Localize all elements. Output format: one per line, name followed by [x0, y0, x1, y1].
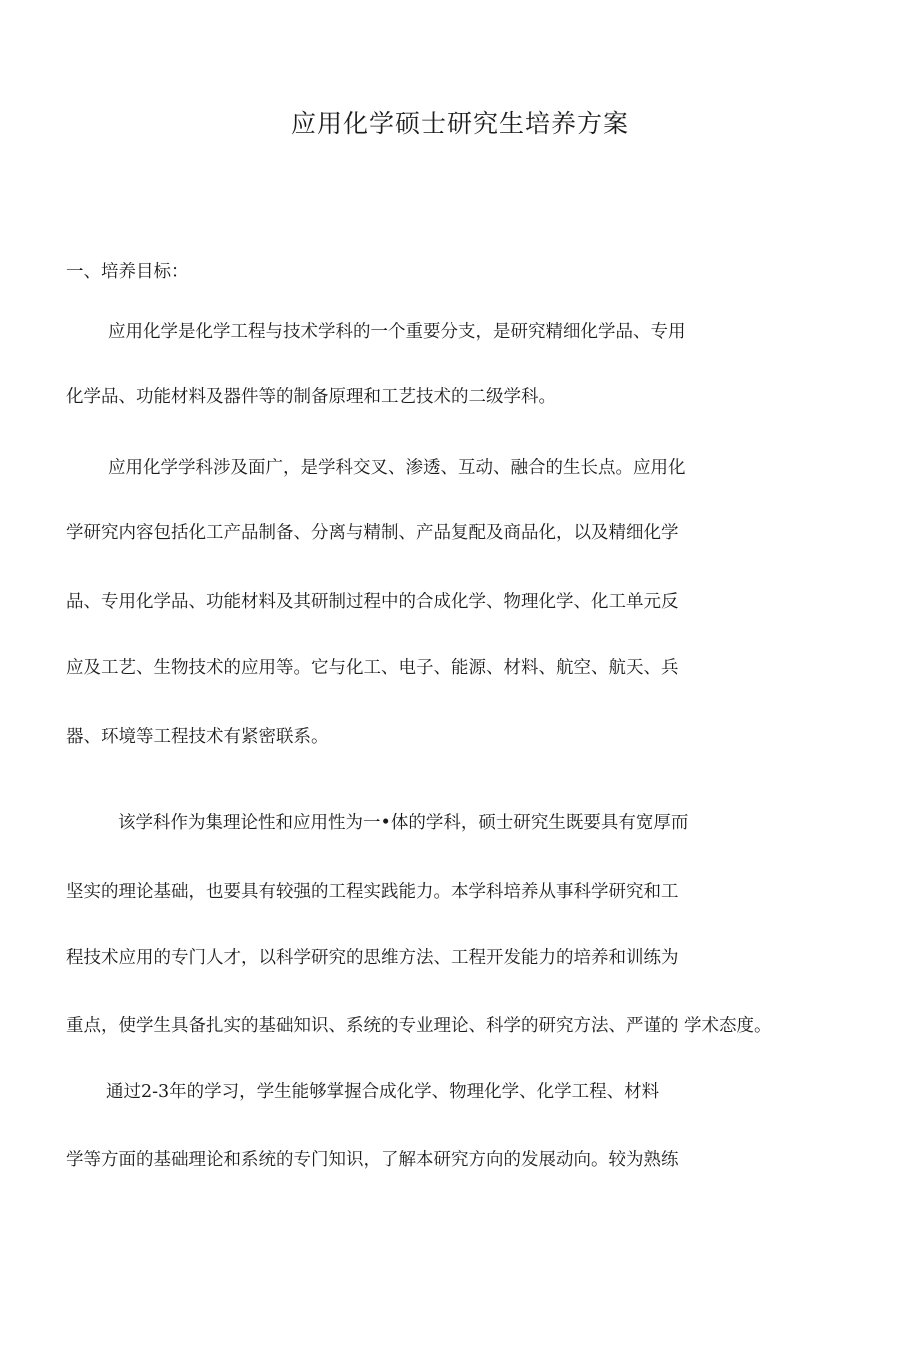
paragraph-line: 应用化学学科涉及面广，是学科交叉、渗透、互动、融合的生长点。应用化 — [108, 458, 686, 478]
paragraph-line: 器、环境等工程技术有紧密联系。 — [66, 727, 329, 747]
paragraph-line: 品、专用化学品、功能材料及其研制过程中的合成化学、物理化学、化工单元反 — [66, 592, 679, 612]
paragraph-line: 学等方面的基础理论和系统的专门知识，了解本研究方向的发展动向。较为熟练 — [66, 1150, 679, 1170]
paragraph-line: 通过2-3年的学习，学生能够掌握合成化学、物理化学、化学工程、材料 — [106, 1082, 660, 1102]
paragraph-line: 化学品、功能材料及器件等的制备原理和工艺技术的二级学科。 — [66, 387, 556, 407]
paragraph-line: 应用化学是化学工程与技术学科的一个重要分支，是研究精细化学品、专用 — [108, 322, 686, 342]
paragraph-line: 坚实的理论基础，也要具有较强的工程实践能力。本学科培养从事科学研究和工 — [66, 882, 679, 902]
paragraph-line: 程技术应用的专门人才，以科学研究的思维方法、工程开发能力的培养和训练为 — [66, 948, 679, 968]
paragraph-line: 重点，使学生具备扎实的基础知识、系统的专业理论、科学的研究方法、严谨的 学术态度。 — [66, 1016, 772, 1036]
paragraph-line: 应及工艺、生物技术的应用等。它与化工、电子、能源、材料、航空、航天、兵 — [66, 658, 679, 678]
paragraph-line: 该学科作为集理论性和应用性为一•体的学科，硕士研究生既要具有宽厚而 — [118, 813, 689, 833]
section-heading: 一、培养目标： — [66, 262, 189, 282]
paragraph-line: 学研究内容包括化工产品制备、分离与精制、产品复配及商品化，以及精细化学 — [66, 523, 679, 543]
document-title: 应用化学硕士研究生培养方案 — [290, 109, 629, 138]
